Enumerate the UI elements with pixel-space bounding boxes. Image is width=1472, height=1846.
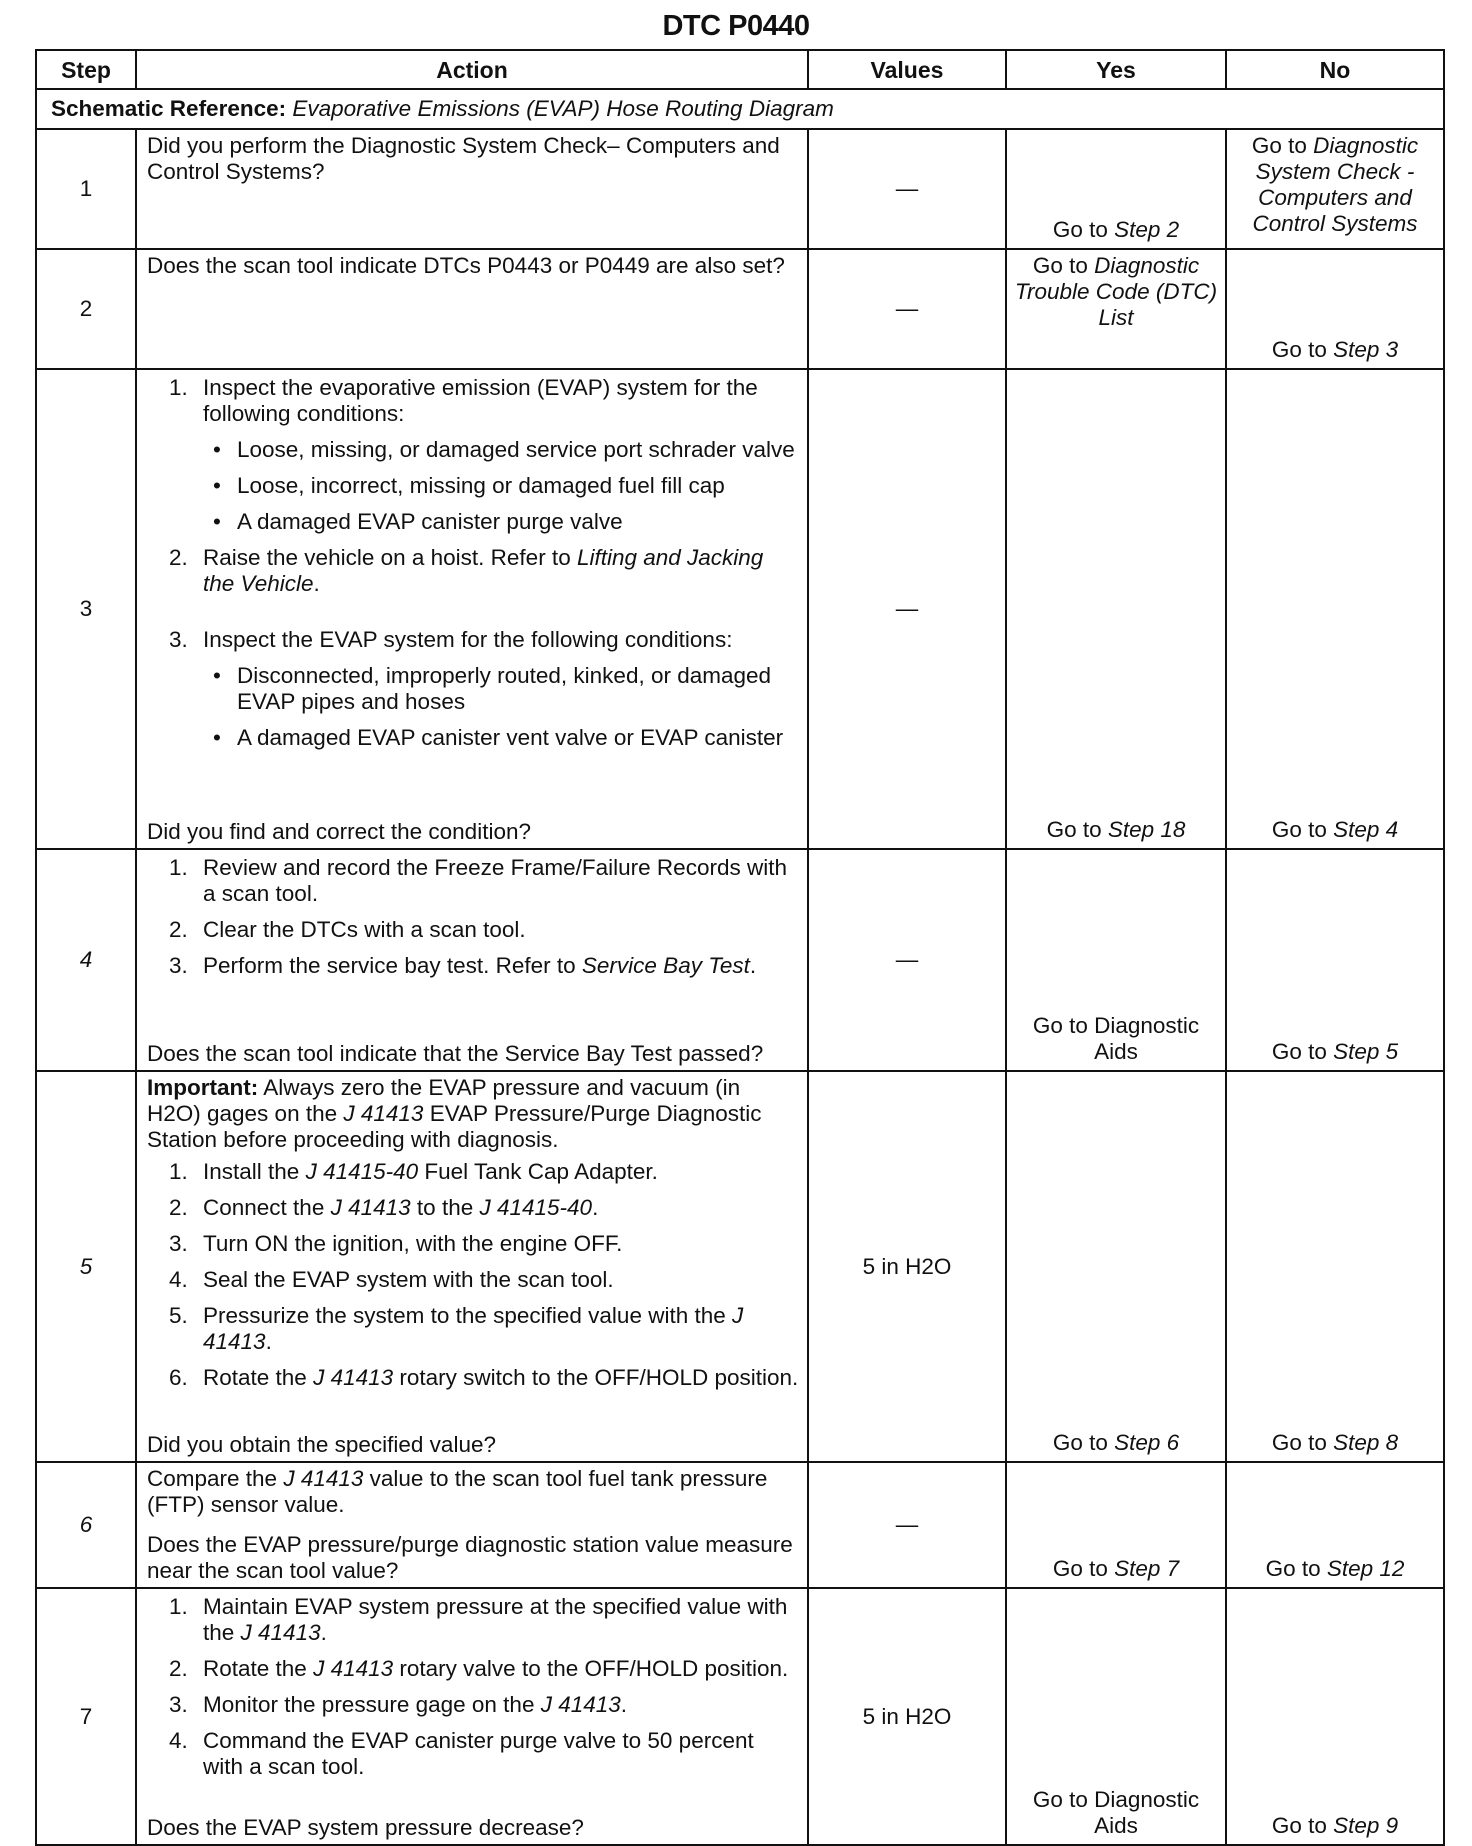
text-run: Does the EVAP pressure/purge diagnostic station value measure near the scan tool value? — [147, 1532, 793, 1583]
text-run: J 41413 — [313, 1656, 394, 1681]
action-cell — [136, 129, 808, 249]
text-run: Always zero the EVAP pressure and vacuum (in H2O) gages on the — [147, 1075, 741, 1126]
question-text — [147, 1532, 799, 1584]
bullet-item — [147, 725, 799, 751]
text-run: Did you find and correct the condition? — [147, 819, 531, 844]
text-run: Go to — [1271, 817, 1334, 842]
values-cell: — — [808, 369, 1006, 849]
item-marker: 2. — [169, 1195, 188, 1220]
action-cell — [136, 369, 808, 849]
yes-cell[interactable] — [1006, 1588, 1226, 1845]
text-run: rotary switch to the OFF/HOLD position. — [393, 1365, 799, 1390]
text-run: A damaged EVAP canister vent valve or EVAP canister — [237, 725, 784, 750]
bullet-item — [147, 473, 799, 499]
text-run: . — [313, 571, 320, 596]
item-text — [203, 1365, 798, 1391]
text-run: Go to — [1271, 1430, 1334, 1455]
step-number — [36, 249, 136, 369]
text-run: Pressurize the system to the specified value with the — [203, 1303, 733, 1328]
text-run: Go to — [1251, 133, 1314, 158]
numbered-item — [147, 1267, 799, 1293]
text-run: Service Bay Test — [581, 953, 750, 978]
values-cell: — — [808, 849, 1006, 1071]
text-run: J 41413 — [240, 1620, 321, 1645]
diagnostic-table — [35, 49, 1445, 1846]
item-marker: • — [213, 473, 221, 498]
text-run: rotary valve to the OFF/HOLD position. — [393, 1656, 789, 1681]
item-text — [203, 917, 526, 943]
item-marker: 1. — [169, 1159, 188, 1184]
item-marker: • — [213, 663, 221, 688]
bullet-item — [147, 437, 799, 463]
numbered-item — [147, 953, 799, 979]
numbered-item — [147, 855, 799, 907]
text-run: Important: — [147, 1075, 259, 1100]
step-number — [36, 1462, 136, 1588]
text-run: Step 7 — [1114, 1556, 1180, 1581]
item-marker: 1. — [169, 1594, 188, 1619]
yes-cell[interactable] — [1006, 1462, 1226, 1588]
page-title: DTC P0440 — [662, 10, 810, 42]
item-marker: 3. — [169, 627, 188, 652]
item-text — [203, 855, 799, 907]
text-run: Fuel Tank Cap Adapter. — [418, 1159, 658, 1184]
yes-link[interactable] — [1013, 1013, 1219, 1065]
values-cell: 5 in H2O — [808, 1588, 1006, 1845]
action-paragraph — [147, 1466, 799, 1518]
step-row — [36, 849, 1444, 1071]
yes-link[interactable] — [1053, 1556, 1179, 1582]
text-run: Diagnostic System Check - Computers and Control Systems — [1252, 133, 1419, 236]
item-text — [203, 1728, 799, 1780]
text-run: Does the scan tool indicate that the Service Bay Test passed? — [147, 1041, 764, 1066]
step-label: 5 — [79, 1253, 93, 1279]
text-run: Loose, missing, or damaged service port schrader valve — [237, 437, 795, 462]
text-run: Step 2 — [1114, 217, 1180, 242]
no-cell[interactable] — [1226, 1462, 1444, 1588]
text-run: Go to — [1032, 253, 1095, 278]
action-cell — [136, 1071, 808, 1462]
text-run: Go to — [1046, 817, 1108, 842]
item-marker: 2. — [169, 545, 188, 570]
text-run: Raise the vehicle on a hoist. Refer to — [203, 545, 577, 570]
text-run: . — [620, 1692, 628, 1717]
text-run: . — [265, 1329, 272, 1354]
header-action: Action — [136, 50, 808, 89]
no-cell[interactable] — [1226, 849, 1444, 1071]
values-cell: — — [808, 129, 1006, 249]
numbered-item — [147, 1728, 799, 1780]
text-run: Turn ON the ignition, with the engine OFF. — [203, 1231, 623, 1256]
no-link[interactable] — [1272, 337, 1398, 363]
text-run: Loose, incorrect, missing or damaged fuel fill cap — [237, 473, 725, 498]
numbered-item — [147, 627, 799, 653]
text-run: J 41415-40 — [479, 1195, 593, 1220]
text-run: Step 6 — [1114, 1430, 1180, 1455]
text-run: EVAP Pressure/Purge Diagnostic Station before proceeding with diagnosis. — [147, 1101, 762, 1152]
header-yes: Yes — [1006, 50, 1226, 89]
text-run: A damaged EVAP canister purge valve — [237, 509, 623, 534]
no-link[interactable] — [1272, 817, 1398, 843]
text-run: Step 4 — [1333, 817, 1399, 842]
step-label: 1 — [79, 176, 93, 201]
item-text — [203, 953, 756, 979]
item-marker: 3. — [169, 1231, 188, 1256]
yes-link[interactable] — [1047, 817, 1186, 843]
step-row — [36, 1588, 1444, 1845]
schematic-reference-row — [36, 89, 1444, 129]
numbered-item — [147, 1365, 799, 1391]
action-paragraph — [147, 1075, 799, 1153]
item-text — [203, 1656, 788, 1682]
step-label: 2 — [79, 296, 93, 321]
text-run: Go to — [1271, 1813, 1334, 1838]
step-row — [36, 1071, 1444, 1462]
text-run: Perform the service bay test. Refer to — [203, 953, 582, 978]
text-run: Step 5 — [1333, 1039, 1399, 1064]
numbered-item — [147, 917, 799, 943]
no-link[interactable] — [1266, 1556, 1405, 1582]
no-link[interactable] — [1233, 133, 1437, 237]
text-run: Go to — [1265, 1556, 1327, 1581]
no-cell[interactable] — [1226, 369, 1444, 849]
text-run: Does the EVAP system pressure decrease? — [147, 1815, 584, 1840]
text-run: Command the EVAP canister purge valve to 50 percent with a scan tool. — [203, 1728, 754, 1779]
text-run: Go to — [1052, 217, 1115, 242]
no-link[interactable] — [1272, 1039, 1398, 1065]
item-marker: 3. — [169, 1692, 188, 1717]
step-label: 6 — [79, 1512, 93, 1537]
values-cell: — — [808, 249, 1006, 369]
item-marker: 6. — [169, 1365, 188, 1390]
action-cell — [136, 1462, 808, 1588]
text-run: J 41415-40 — [305, 1159, 419, 1184]
text-run: J 41413 — [540, 1692, 621, 1717]
text-run: J 41413 — [203, 1303, 744, 1354]
item-text — [203, 1692, 627, 1718]
text-run: Diagnostic Trouble Code (DTC) List — [1014, 253, 1218, 330]
step-row — [36, 249, 1444, 369]
item-text — [203, 545, 799, 597]
text-run: Step 3 — [1333, 337, 1399, 362]
step-label: 4 — [79, 947, 93, 972]
text-run: Lifting and Jacking the Vehicle — [203, 545, 764, 596]
numbered-item — [147, 375, 799, 427]
item-text — [237, 473, 725, 499]
text-run: Inspect the EVAP system for the following conditions: — [203, 627, 733, 652]
item-text — [203, 1594, 799, 1646]
text-run: J 41413 — [343, 1101, 424, 1126]
text-run: Go to — [1271, 1039, 1334, 1064]
item-marker: • — [213, 437, 221, 462]
text-run: Step 9 — [1333, 1813, 1399, 1838]
step-label: 3 — [79, 596, 93, 621]
item-text — [203, 1195, 598, 1221]
item-text — [203, 1159, 658, 1185]
header-step: Step — [36, 50, 136, 89]
text-run: Inspect the evaporative emission (EVAP) system for the following conditions: — [203, 375, 758, 426]
item-text — [203, 627, 732, 653]
question-text — [147, 819, 799, 845]
yes-cell[interactable] — [1006, 369, 1226, 849]
text-run: Go to — [1271, 337, 1334, 362]
step-row — [36, 129, 1444, 249]
item-text — [237, 437, 795, 463]
text-run: Disconnected, improperly routed, kinked, or damaged EVAP pipes and hoses — [237, 663, 772, 714]
item-text — [203, 1231, 622, 1257]
text-run: Did you obtain the specified value? — [147, 1432, 496, 1457]
text-run: Review and record the Freeze Frame/Failure Records with a scan tool. — [203, 855, 787, 906]
numbered-item — [147, 1594, 799, 1646]
text-run: Rotate the — [203, 1656, 314, 1681]
question-text — [147, 1432, 799, 1458]
text-run: Connect the — [203, 1195, 331, 1220]
numbered-item — [147, 1303, 799, 1355]
action-paragraph — [147, 253, 799, 279]
text-run: . — [592, 1195, 599, 1220]
no-link[interactable] — [1272, 1430, 1398, 1456]
item-marker: 4. — [169, 1728, 188, 1753]
item-marker: 2. — [169, 1656, 188, 1681]
no-link[interactable] — [1272, 1813, 1398, 1839]
item-marker: 2. — [169, 917, 188, 942]
question-text — [147, 1815, 799, 1841]
step-number — [36, 1588, 136, 1845]
numbered-item — [147, 1195, 799, 1221]
text-run: Go to Diagnostic Aids — [1032, 1787, 1200, 1838]
step-number — [36, 369, 136, 849]
text-run: Clear the DTCs with a scan tool. — [203, 917, 526, 942]
text-run: Step 12 — [1326, 1556, 1405, 1581]
text-run: Go to — [1052, 1430, 1115, 1455]
text-run: value to the scan tool fuel tank pressure (FTP) sensor value. — [147, 1466, 768, 1517]
header-values: Values — [808, 50, 1006, 89]
yes-cell[interactable] — [1006, 1071, 1226, 1462]
no-cell[interactable] — [1226, 249, 1444, 369]
numbered-item — [147, 1692, 799, 1718]
numbered-item — [147, 1656, 799, 1682]
schematic-link[interactable]: Evaporative Emissions (EVAP) Hose Routing Diagram — [292, 96, 834, 121]
yes-cell[interactable] — [1006, 249, 1226, 369]
no-cell[interactable] — [1226, 1071, 1444, 1462]
numbered-item — [147, 545, 799, 597]
item-marker: 5. — [169, 1303, 188, 1328]
values-cell: 5 in H2O — [808, 1071, 1006, 1462]
bullet-item — [147, 509, 799, 535]
item-text — [203, 1267, 614, 1293]
text-run: J 41413 — [313, 1365, 394, 1390]
schematic-label: Schematic Reference: — [51, 96, 287, 121]
bullet-item — [147, 663, 799, 715]
text-run: Step 8 — [1333, 1430, 1399, 1455]
item-text — [203, 1303, 799, 1355]
text-run: . — [320, 1620, 327, 1645]
step-label: 7 — [79, 1703, 93, 1729]
action-cell — [136, 849, 808, 1071]
text-run: Step 18 — [1107, 817, 1186, 842]
question-text — [147, 1041, 799, 1067]
text-run: J 41413 — [330, 1195, 411, 1220]
text-run: Did you perform the Diagnostic System Check– Computers and Control Systems? — [147, 133, 780, 184]
yes-link[interactable] — [1013, 1787, 1219, 1839]
no-cell[interactable] — [1226, 1588, 1444, 1845]
values-cell: — — [808, 1462, 1006, 1588]
item-text — [237, 663, 799, 715]
item-marker: 3. — [169, 953, 188, 978]
text-run: Compare the — [147, 1466, 284, 1491]
item-text — [237, 509, 623, 535]
step-number — [36, 849, 136, 1071]
no-cell[interactable] — [1226, 129, 1444, 249]
action-paragraph — [147, 133, 799, 185]
item-marker: 4. — [169, 1267, 188, 1292]
numbered-item — [147, 1231, 799, 1257]
yes-link[interactable] — [1053, 1430, 1179, 1456]
step-number — [36, 129, 136, 249]
header-no: No — [1226, 50, 1444, 89]
text-run: Seal the EVAP system with the scan tool. — [203, 1267, 614, 1292]
item-marker: 1. — [169, 375, 188, 400]
header-row — [36, 50, 1444, 89]
text-run: Maintain EVAP system pressure at the specified value with the — [203, 1594, 788, 1645]
text-run: to the — [410, 1195, 480, 1220]
text-run: J 41413 — [283, 1466, 364, 1491]
text-run: Go to Diagnostic Aids — [1032, 1013, 1200, 1064]
item-marker: • — [213, 509, 221, 534]
item-text — [203, 375, 799, 427]
step-row — [36, 369, 1444, 849]
yes-cell[interactable] — [1006, 849, 1226, 1071]
step-number — [36, 1071, 136, 1462]
step-row — [36, 1462, 1444, 1588]
action-cell — [136, 249, 808, 369]
text-run: . — [749, 953, 757, 978]
yes-link[interactable] — [1053, 217, 1179, 243]
item-marker: • — [213, 725, 221, 750]
text-run: Monitor the pressure gage on the — [203, 1692, 541, 1717]
text-run: Go to — [1052, 1556, 1115, 1581]
schematic-reference — [36, 89, 1444, 129]
text-run: Does the scan tool indicate DTCs P0443 or P0449 are also set? — [147, 253, 785, 278]
yes-cell[interactable] — [1006, 129, 1226, 249]
item-marker: 1. — [169, 855, 188, 880]
numbered-item — [147, 1159, 799, 1185]
text-run: Rotate the — [203, 1365, 314, 1390]
action-cell — [136, 1588, 808, 1845]
yes-link[interactable] — [1013, 253, 1219, 331]
item-text — [237, 725, 783, 751]
text-run: Install the — [203, 1159, 306, 1184]
